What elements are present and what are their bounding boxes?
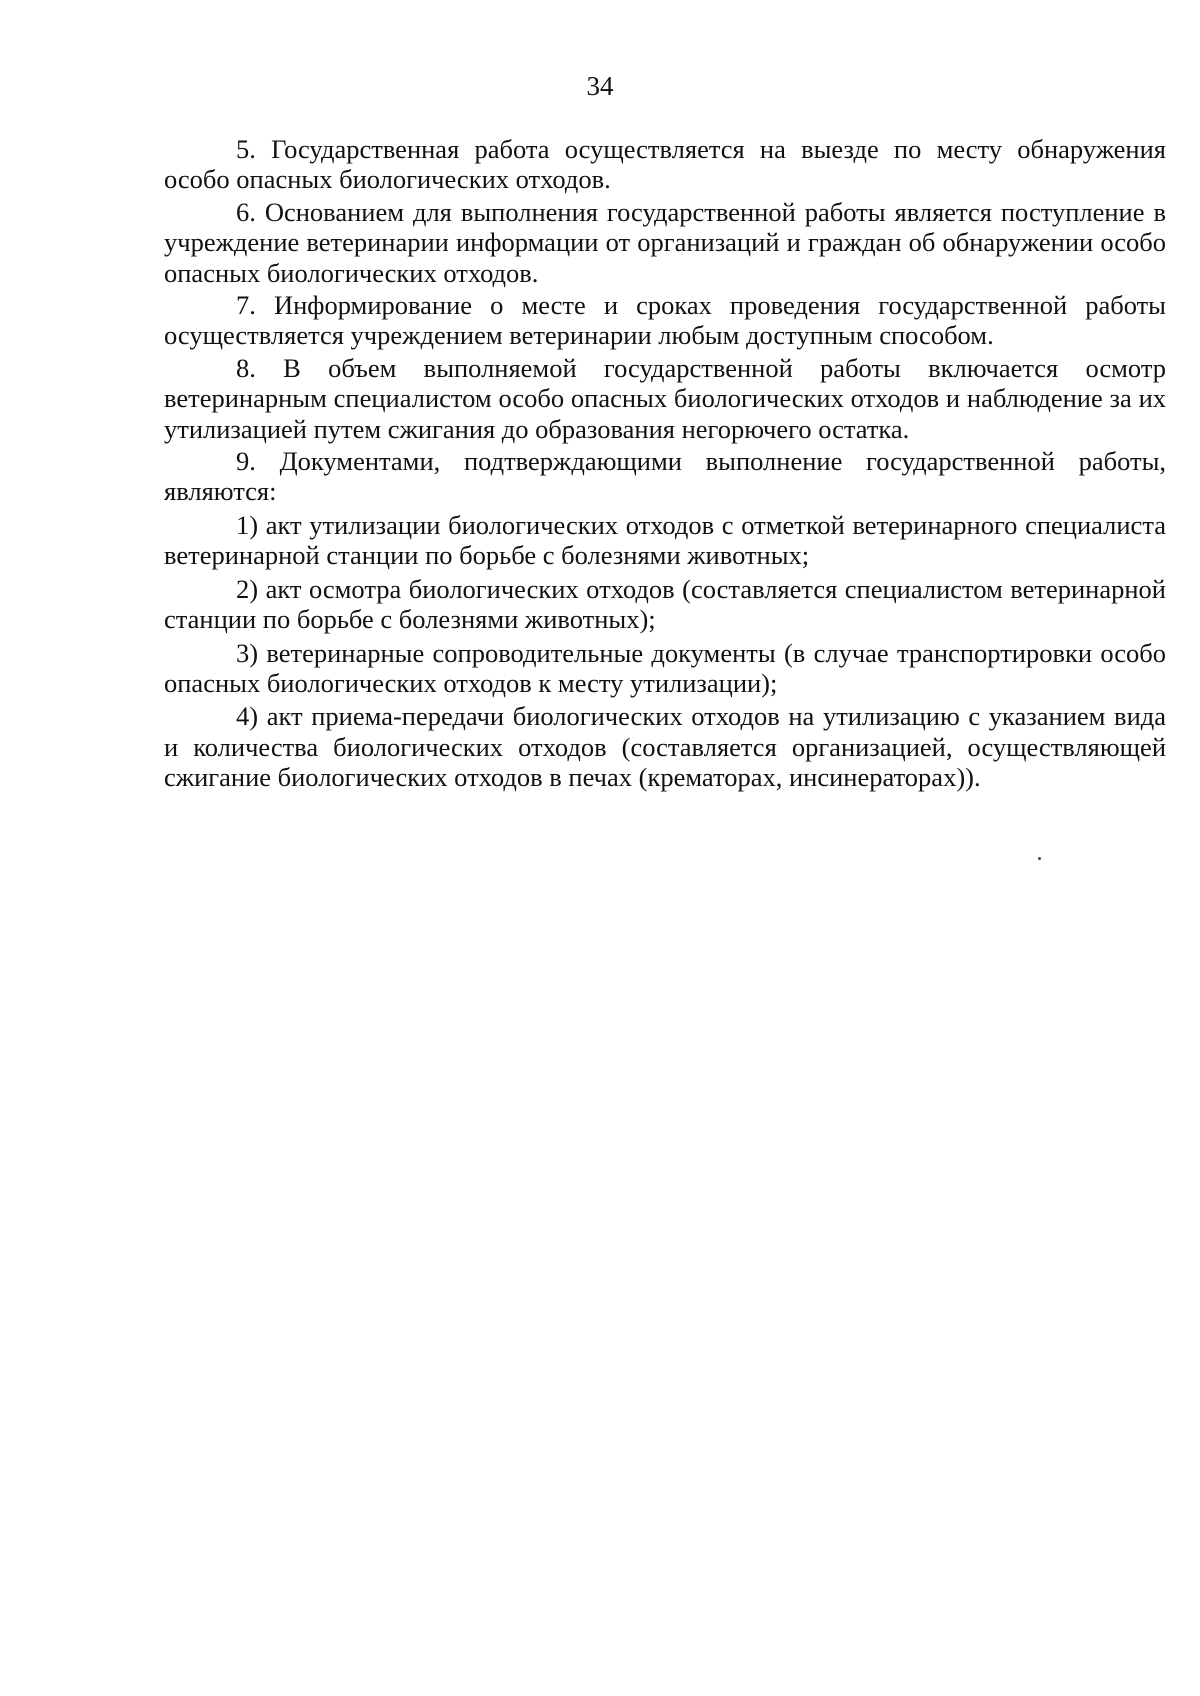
- paragraph-6: 6. Основанием для выполнения государственной работы является поступление в учреждение ветеринарии информации от организаций и граждан об обнаружении особо опасных биологических отходов.: [164, 196, 1166, 288]
- scan-speck: [1038, 857, 1041, 860]
- list-item-1: 1) акт утилизации биологических отходов с отметкой ветеринарного специалиста ветеринарной станции по борьбе с болезнями животных;: [164, 509, 1166, 571]
- page-number: 34: [586, 71, 614, 101]
- list-item-2: 2) акт осмотра биологических отходов (составляется специалистом ветеринарной станции по борьбе с болезнями животных);: [164, 573, 1166, 635]
- paragraph-7: 7. Информирование о месте и сроках проведения государственной работы осуществляется учреждением ветеринарии любым доступным способом.: [164, 290, 1166, 351]
- paragraph-9: 9. Документами, подтверждающими выполнение государственной работы, являются:: [164, 446, 1166, 507]
- list-item-3: 3) ветеринарные сопроводительные документы (в случае транспортировки особо опасных биологических отходов к месту утилизации);: [164, 637, 1166, 698]
- list-item-4: 4) акт приема-передачи биологических отходов на утилизацию с указанием вида и количества биологических отходов (составляется организацией, осуществляющей сжигание биологических отходов в печах (крематорах, инсинераторах)).: [164, 701, 1166, 793]
- document-body: [164, 134, 1166, 793]
- paragraph-5: 5. Государственная работа осуществляется на выезде по месту обнаружения особо опасных биологических отходов.: [164, 134, 1166, 195]
- paragraph-8: 8. В объем выполняемой государственной работы включается осмотр ветеринарным специалистом особо опасных биологических отходов и наблюдение за их утилизацией путем сжигания до образования негорючего остатка.: [164, 352, 1166, 444]
